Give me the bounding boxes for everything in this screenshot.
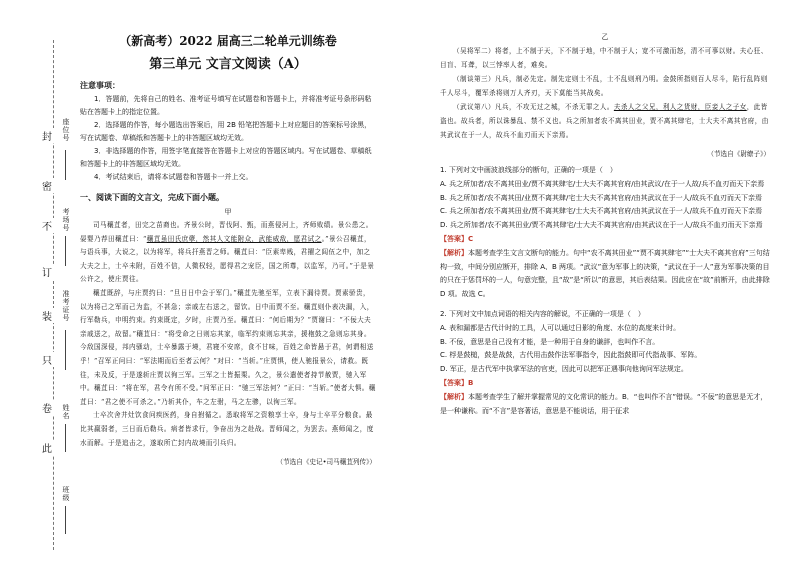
note-item: 1．答题前，先将自己的姓名、准考证号填写在试题卷和答题卡上，并将准考证号条形码粘贴在答题卡上的指定位置。	[80, 95, 372, 116]
unit-subtitle: 第三单元 文言文阅读（A）	[149, 57, 307, 72]
question-1-option-a[interactable]: A. 兵之所加者/农不离其田业/贾不离其肆宅/士大夫不离其官府/由其武议/在于一人故/兵不血刃而天下亲焉	[440, 179, 765, 188]
field-room-line[interactable]	[65, 236, 66, 266]
field-class: 班级	[62, 486, 70, 502]
note-item: 4．考试结束后，请将本试题卷和答题卡一并上交。	[94, 173, 253, 181]
question-1-explanation: 【解析】本题考查学生文言文断句的能力。句中“农不离其田业”“贾不离其肆宅”“士大夫不离其官府”三句结构一致，中间分别应断开，排除 A、B 两项。“武议”意为军事上的决策，“武议在于一人”意为军事决策的目的只在于惩罚坏的一人，句意完整，且“故”是“所以”的意思，其后表结果。因此应在“故”前断开，由此排除 D 项。故选 C。	[440, 248, 770, 299]
passage-paragraph: 司马穰苴者，田完之苗裔也。齐景公时，晋伐阿、甄，而燕侵河上，齐师败绩。景公患之。晏婴乃荐田穰苴曰：“穰苴虽田氏庶孽，然其人文能附众，武能威敌，愿君试之。”景公召穰苴，与语兵事，大说之，以为将军，将兵扞燕晋之师。穰苴曰：“臣素卑贱，君擢之闾伍之中，加之大夫之上，士卒未附，百姓不信，人微权轻，愿得君之宠臣，国之所尊，以监军，乃可。”于是景公许之，使庄贾往。	[80, 221, 375, 284]
seal-char-4: 订	[40, 264, 54, 279]
field-exam-room: 考场号	[62, 208, 70, 232]
field-seat-number: 座位号	[62, 118, 70, 142]
passage-source: （节选自《史记•司马穰苴列传》）	[276, 458, 376, 467]
passage-paragraph: （吴将军二）将者，上不制于天，下不制于地，中不制于人；宽不可激而怒，清不可事以财。夫心狂、目盲、耳聋，以三悖率人者，难矣。	[440, 47, 768, 69]
question-2-answer: 【答案】B	[440, 378, 474, 387]
seal-char-8: 此	[40, 440, 54, 455]
passage-source: （节选自《尉缭子》）	[707, 150, 770, 158]
field-ticket-line[interactable]	[65, 330, 66, 370]
question-2-option-b[interactable]: B. 不佞，意思是自己没有才能，是一种用于自身的谦辞，也叫作不言。	[440, 337, 660, 346]
field-name-line[interactable]	[65, 424, 66, 452]
field-ticket-number: 准考证号	[62, 290, 70, 322]
question-1-option-c[interactable]: C. 兵之所加者/农不离其田业/贾不离其肆宅/士大夫不离其官府/由其武议在于一人/故兵不血刃而天下亲焉	[440, 207, 763, 216]
passage-paragraph: 穰苴既辞，与庄贾约曰：“旦日日中会于军门。”穰苴先驰至军，立表下漏待贾。贾素骄贵，以为将己之军而己为监，不甚急；亲戚左右送之，留饮。日中而贾不至。穰苴则仆表决漏，入，行军勒兵，申明约束。约束既定，夕时，庄贾乃至。穰苴曰：“何后期为？”贾谢曰：“不佞大夫亲戚送之，故留。”穰苴曰：“将受命之日则忘其家，临军约束则忘其亲，援枹鼓之急则忘其身。今敌国深侵，邦内骚动，士卒暴露于境，君寝不安席，食不甘味，百姓之命皆悬于君，何谓相送乎！”召军正问曰：“军法期而后至者云何？”对曰：“当斩。”庄贾惧，使人驰报景公，请救。既往，未及反，于是遂斩庄贾以徇三军。三军之士皆振栗。久之，景公遣使者持节赦贾，驰入军中。穰苴曰：“将在军，君令有所不受。”问军正曰：“驰三军法何？”正曰：“当斩。”使者大惧。穰苴曰：“君之使不可杀之。”乃斩其仆，车之左驸，马之左骖，以徇三军。	[80, 288, 376, 406]
question-2-option-c[interactable]: C. 桴是鼓槌，鼓是战鼓，古代用击鼓作法军事指令，因此指鼓即可代指战事、军阵。	[440, 351, 702, 360]
right-column	[440, 30, 770, 418]
binding-dashed-line	[53, 40, 54, 550]
field-class-line[interactable]	[65, 506, 66, 534]
passage-paragraph: （制谈第三）凡兵，制必先定。制先定则士不乱，士不乱则刑乃明。金鼓所指则百人尽斗，陷行乱阵则千人尽斗，覆军杀将则万人齐刃，天下莫能当其战矣。	[440, 75, 768, 97]
exam-title: （新高考）2022 届高三二轮单元训练卷	[119, 34, 337, 48]
binding-strip	[0, 0, 74, 562]
seal-char-7: 卷	[40, 400, 54, 415]
question-1-option-b[interactable]: B. 兵之所加者/农不离其田/业贾不离其肆/宅士大夫不离其官府/由其武议在于一人/故兵不血刃而天下亲焉	[440, 193, 763, 202]
left-column	[80, 32, 376, 466]
question-1-answer: 【答案】C	[440, 234, 474, 243]
seal-char-3: 不	[40, 218, 54, 233]
section-heading: 一、阅读下面的文言文，完成下面小题。	[80, 193, 224, 202]
field-seat-line[interactable]	[65, 150, 66, 180]
note-item: 2．选择题的作答，每小题选出答案后，用 2B 铅笔把答题卡上对应题目的答案标号涂黑，写在试题卷、草稿纸和答题卡上的非答题区域均无效。	[80, 121, 372, 142]
seal-char-6: 只	[40, 352, 54, 367]
question-2-explanation: 【解析】本题考查学生了解并掌握常见的文化常识的能力。B．“也叫作不言”错误。“不佞”的意思是无才，是一种谦称。而“不言”是容著话，意思是不能说话，用于征求	[440, 392, 768, 415]
passage-label-jia: 甲	[224, 208, 232, 216]
passage-paragraph: 士卒次舍井灶饮食问疾医药，身自拊循之。悉取将军之资粮享士卒，身与士卒平分粮食。最比其羸弱者，三日而后勒兵。病者皆求行，争奋出为之赴战。晋师闻之，为罢去。燕师闻之，度水而解。于是追击之，遂取所亡封内故境而引兵归。	[80, 411, 374, 447]
seal-char-2: 密	[40, 178, 54, 193]
question-2-option-d[interactable]: D. 军正，是古代军中执掌军法的官吏，因此可以把军正遇事向他询问军法规定。	[440, 365, 688, 374]
question-1-option-d[interactable]: D. 兵之所加者/农不离其田业/贾不离其肆宅/士大夫不离其官府/由其武议在于一人/故兵不血刃而天下亲焉	[440, 221, 763, 230]
seal-char-1: 封	[40, 128, 54, 143]
question-1-stem: 1. 下列对文中画波浪线部分的断句，正确的一项是（ ）	[440, 166, 617, 174]
passage-paragraph: （武议第八）凡兵，不攻无过之城，不杀无罪之人。夫杀人之父兄，利人之货财，臣妾人之子女，此皆盗也。故兵者，所以诛暴乱、禁不义也。兵之所加者农不离其田业，贾不离其肆宅，士大夫不离其官府，由其武议在于一人，故兵不血刃而天下亲焉。	[440, 103, 769, 139]
notes-heading: 注意事项：	[80, 81, 120, 90]
passage-label-yi: 乙	[601, 33, 609, 41]
question-2-stem: 2. 下列对文中加点词语的相关内容的解说，不正确的一项是（ ）	[440, 309, 645, 318]
note-item: 3．非选择题的作答，用签字笔直接答在答题卡上对应的答题区域内。写在试题卷、草稿纸和答题卡上的非答题区域均无效。	[80, 147, 372, 168]
seal-char-5: 装	[40, 308, 54, 323]
field-name: 姓名	[62, 404, 70, 420]
question-2-option-a[interactable]: A. 表和漏都是古代计时的工具，人可以通过日影的角度、水位的高度来计时。	[440, 323, 681, 332]
